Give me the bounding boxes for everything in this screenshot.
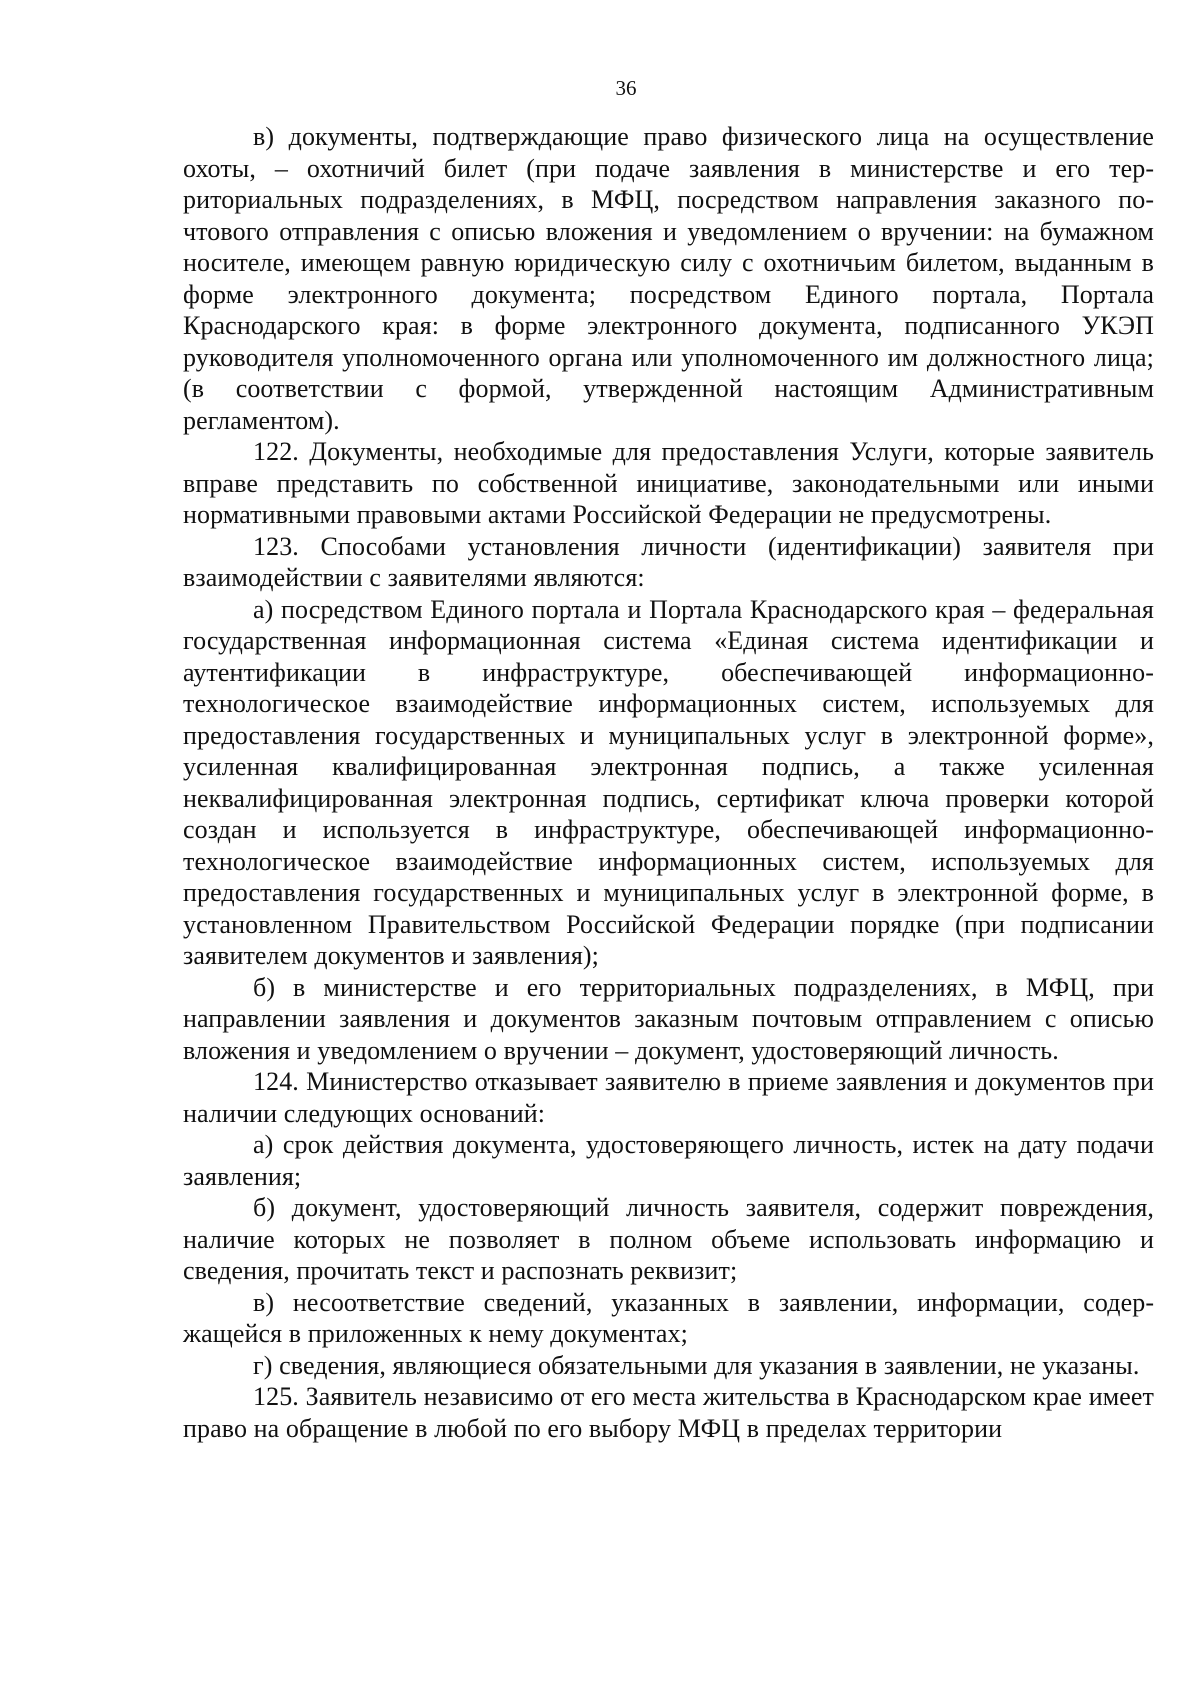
paragraph-123-a: а) посредством Единого портала и Портала Краснодарского края – федеральная государственная информационная система «Единая система идентификации и аутентификации в инфраструктуре, обеспечивающей информационно-технологическое взаимодействие информационных систем, используемых для предоставления государственных и муниципальных услуг в электронной форме», усиленная квалифицированная электронная подпись, а также усиленная неквалифицированная электронная подпись, сертификат ключа проверки которой создан и используется в инфраструктуре, обеспечивающей информационно-технологическое взаимодействие информационных систем, используемых для предоставления государственных и муниципальных услуг в электронной форме, в установленном Правительством Российской Федерации порядке (при подписании заявителем документов и заявления); xyxy=(183,594,1154,970)
paragraph-123: 123. Способами установления личности (идентификации) заявителя при взаимодействии с заявителями являются: xyxy=(183,531,1154,592)
page-number: 36 xyxy=(615,76,637,100)
document-body xyxy=(183,121,1154,1444)
paragraph-v-hunting-documents: в) документы, подтверждающие право физического лица на осуществление охоты, – охотничий билет (при подаче заявления в министерстве и его территориальных подразделениях, в МФЦ, посредством направления заказного почтового отправления с описью вложения и уведомлением о вручении: на бумажном носителе, имеющем равную юридическую силу с охотничьим билетом, выданным в форме электронного документа; посредством Единого портала, Портала Краснодарского края: в форме электронного документа, подписанного УКЭП руководителя уполномоченного органа или уполномоченного им должностного лица; (в соответствии с формой, утвержденной настоящим Административным регламентом). xyxy=(183,122,1154,435)
paragraph-124: 124. Министерство отказывает заявителю в приеме заявления и документов при наличии следующих оснований: xyxy=(183,1067,1154,1128)
paragraph-124-g: г) сведения, являющиеся обязательными для указания в заявлении, не указаны. xyxy=(253,1350,1140,1380)
paragraph-125: 125. Заявитель независимо от его места жительства в Краснодарском крае имеет право на обращение в любой по его выбору МФЦ в пределах территории xyxy=(183,1382,1154,1443)
paragraph-124-a: а) срок действия документа, удостоверяющего личность, истек на дату подачи заявления; xyxy=(183,1130,1154,1191)
paragraph-124-v: в) несоответствие сведений, указанных в заявлении, информации, содержащейся в приложенных к нему документах; xyxy=(183,1287,1154,1348)
paragraph-124-b: б) документ, удостоверяющий личность заявителя, содержит повреждения, наличие которых не позволяет в полном объеме использовать информацию и сведения, прочитать текст и распознать реквизит; xyxy=(183,1193,1154,1285)
paragraph-122: 122. Документы, необходимые для предоставления Услуги, которые заявитель вправе представить по собственной инициативе, законодательными или иными нормативными правовыми актами Российской Федерации не предусмотрены. xyxy=(183,437,1154,529)
paragraph-123-b: б) в министерстве и его территориальных подразделениях, в МФЦ, при направлении заявления и документов заказным почтовым отправлением с описью вложения и уведомлением о вручении – документ, удостоверяющий личность. xyxy=(183,972,1154,1065)
